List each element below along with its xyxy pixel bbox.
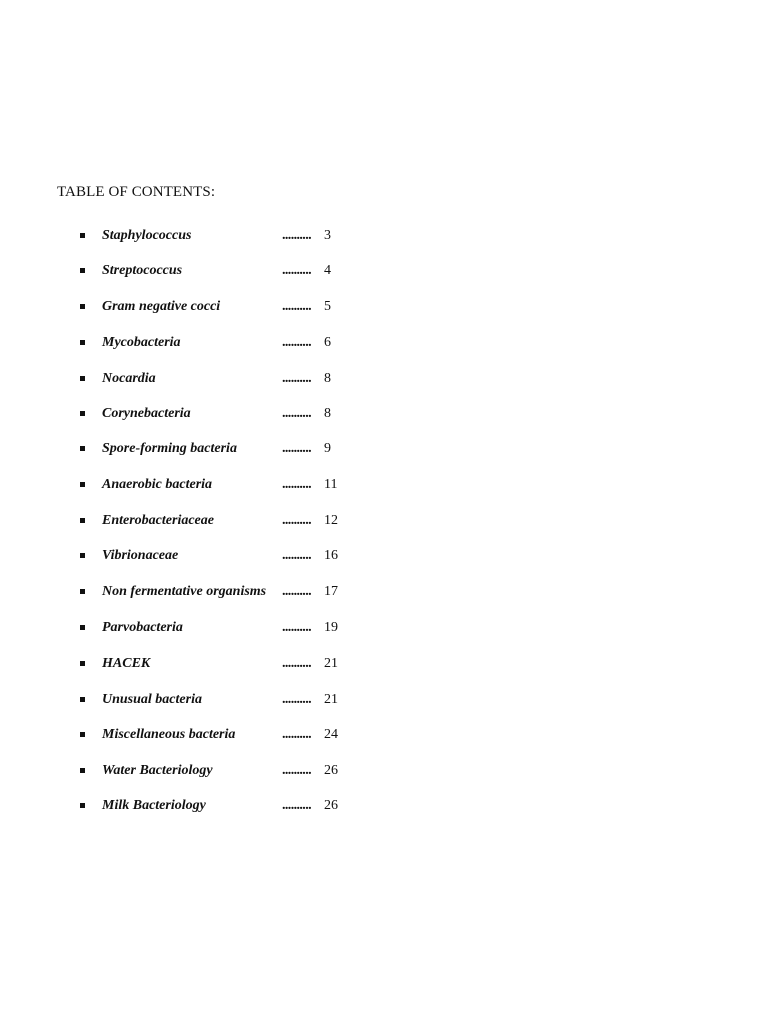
toc-dot-leader: .......... xyxy=(282,263,312,278)
toc-entry-title: Streptococcus xyxy=(102,263,183,278)
toc-entry-page-number: 12 xyxy=(324,513,338,528)
square-bullet-icon xyxy=(80,268,85,273)
square-bullet-icon xyxy=(80,482,85,487)
square-bullet-icon xyxy=(80,661,85,666)
toc-entry xyxy=(0,475,400,495)
toc-entry xyxy=(0,333,400,353)
toc-entry-page-number: 5 xyxy=(324,299,331,314)
square-bullet-icon xyxy=(80,625,85,630)
toc-entry xyxy=(0,226,400,246)
square-bullet-icon xyxy=(80,803,85,808)
toc-entry-title: Enterobacteriaceae xyxy=(102,513,214,528)
toc-entry-title: Gram negative cocci xyxy=(102,299,221,314)
square-bullet-icon xyxy=(80,233,85,238)
toc-entry-page-number: 19 xyxy=(324,620,338,635)
toc-entry-title: Mycobacteria xyxy=(102,335,181,350)
toc-entry-page-number: 21 xyxy=(324,656,338,671)
toc-entry xyxy=(0,654,400,674)
toc-entry-title: Milk Bacteriology xyxy=(102,798,206,813)
toc-dot-leader: .......... xyxy=(282,548,312,563)
toc-entry-page-number: 3 xyxy=(324,228,331,243)
toc-entry-title: Parvobacteria xyxy=(102,620,183,635)
toc-entry-page-number: 24 xyxy=(324,727,338,742)
toc-entry xyxy=(0,582,400,602)
toc-entry xyxy=(0,725,400,745)
toc-entry-title: Staphylococcus xyxy=(102,228,192,243)
toc-entry-title: Water Bacteriology xyxy=(102,763,213,778)
toc-entry-page-number: 26 xyxy=(324,798,338,813)
toc-dot-leader: .......... xyxy=(282,727,312,742)
square-bullet-icon xyxy=(80,732,85,737)
toc-heading: TABLE OF CONTENTS: xyxy=(57,184,216,200)
toc-entry-page-number: 6 xyxy=(324,335,331,350)
toc-dot-leader: .......... xyxy=(282,299,312,314)
toc-entry xyxy=(0,761,400,781)
square-bullet-icon xyxy=(80,697,85,702)
toc-entry-page-number: 11 xyxy=(324,477,338,492)
square-bullet-icon xyxy=(80,553,85,558)
toc-entry xyxy=(0,261,400,281)
toc-entry xyxy=(0,369,400,389)
toc-dot-leader: .......... xyxy=(282,513,312,528)
toc-entry xyxy=(0,297,400,317)
toc-dot-leader: .......... xyxy=(282,371,312,386)
toc-dot-leader: .......... xyxy=(282,656,312,671)
toc-entry-page-number: 8 xyxy=(324,406,331,421)
toc-entry-page-number: 8 xyxy=(324,371,331,386)
toc-entry-title: Miscellaneous bacteria xyxy=(102,727,236,742)
toc-entry-title: Nocardia xyxy=(102,371,156,386)
toc-dot-leader: .......... xyxy=(282,477,312,492)
toc-entry-title: Non fermentative organisms xyxy=(102,584,267,599)
toc-entry-title: Anaerobic bacteria xyxy=(102,477,213,492)
toc-entry-page-number: 16 xyxy=(324,548,338,563)
toc-dot-leader: .......... xyxy=(282,335,312,350)
toc-entry-title: Corynebacteria xyxy=(102,406,191,421)
toc-entry xyxy=(0,618,400,638)
toc-dot-leader: .......... xyxy=(282,406,312,421)
square-bullet-icon xyxy=(80,304,85,309)
toc-entry-title: Vibrionaceae xyxy=(102,548,179,563)
square-bullet-icon xyxy=(80,518,85,523)
square-bullet-icon xyxy=(80,376,85,381)
toc-entry-title: HACEK xyxy=(102,656,151,671)
square-bullet-icon xyxy=(80,446,85,451)
square-bullet-icon xyxy=(80,411,85,416)
toc-entry xyxy=(0,404,400,424)
toc-entry-title: Spore-forming bacteria xyxy=(102,441,237,456)
toc-dot-leader: .......... xyxy=(282,798,312,813)
toc-entry-title: Unusual bacteria xyxy=(102,692,202,707)
toc-entry-page-number: 26 xyxy=(324,763,338,778)
toc-dot-leader: .......... xyxy=(282,228,312,243)
toc-dot-leader: .......... xyxy=(282,441,312,456)
toc-entry xyxy=(0,796,400,816)
square-bullet-icon xyxy=(80,768,85,773)
toc-dot-leader: .......... xyxy=(282,692,312,707)
toc-entry-page-number: 17 xyxy=(324,584,338,599)
toc-entry-page-number: 9 xyxy=(324,441,331,456)
toc-entry-page-number: 21 xyxy=(324,692,338,707)
toc-entry-page-number: 4 xyxy=(324,263,331,278)
toc-entry xyxy=(0,511,400,531)
toc-entry xyxy=(0,546,400,566)
square-bullet-icon xyxy=(80,340,85,345)
toc-dot-leader: .......... xyxy=(282,763,312,778)
toc-entry xyxy=(0,690,400,710)
square-bullet-icon xyxy=(80,589,85,594)
toc-dot-leader: .......... xyxy=(282,620,312,635)
toc-dot-leader: .......... xyxy=(282,584,312,599)
toc-entry xyxy=(0,439,400,459)
